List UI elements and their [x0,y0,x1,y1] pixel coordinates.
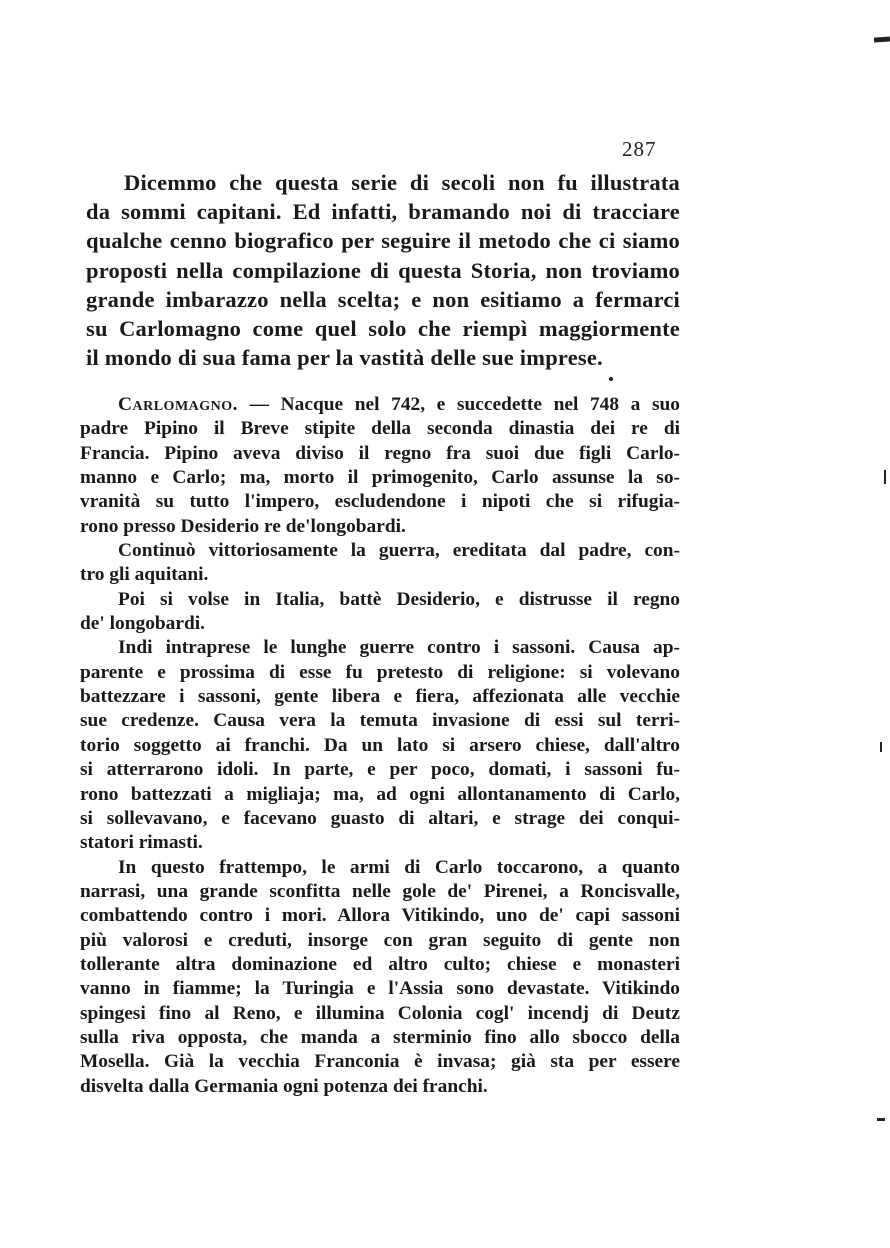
text-line: disvelta dalla Germania ogni potenza dei franchi. [80,1075,488,1097]
text-line: statori rimasti. [80,832,203,854]
text-line: battezzare i sassoni, gente libera e fiera, affezionata alle vecchie [80,686,680,708]
entry-first-line-text: — Nacque nel 742, e succedette nel 748 a suo [249,394,680,415]
scan-mark [609,377,613,381]
entry-first-line [80,393,680,417]
text-line: da sommi capitani. Ed infatti, bramando noi di tracciare [86,199,680,225]
text-line: rono battezzati a migliaja; ma, ad ogni allontanamento di Carlo, [80,783,680,805]
carlomagno-entry [80,393,680,1099]
text-line: Mosella. Già la vecchia Franconia è invasa; già sta per essere [80,1051,680,1073]
text-line: Poi si volse in Italia, battè Desiderio, e distrusse il regno [118,588,680,610]
text-line: torio soggetto ai franchi. Da un lato si arsero chiese, dall'altro [80,734,680,756]
text-line: tro gli aquitani. [80,564,209,586]
scan-mark [884,470,886,484]
text-line: Indi intraprese le lunghe guerre contro i sassoni. Causa ap- [118,637,680,659]
page-number: 287 [622,137,657,161]
entry-heading: Carlomagno. [118,394,239,415]
text-line: rono presso Desiderio re de'longobardi. [80,515,406,537]
text-line: proposti nella compilazione di questa Storia, non troviamo [86,257,680,283]
text-line: manno e Carlo; ma, morto il primogenito, Carlo assunse la so- [80,467,680,489]
text-line: combattendo contro i mori. Allora Vitikindo, uno de' capi sassoni [80,905,680,927]
text-line: su Carlomagno come quel solo che riempì maggiormente [86,315,680,341]
text-line: Continuò vittoriosamente la guerra, ereditata dal padre, con- [118,540,680,562]
text-line: sulla riva opposta, che manda a sterminio fino allo sbocco della [80,1026,680,1048]
text-line: Francia. Pipino aveva diviso il regno fra suoi due figli Carlo- [80,442,680,464]
text-line: Dicemmo che questa serie di secoli non fu illustrata [124,170,680,195]
scan-mark [877,1118,885,1121]
text-line: si atterrarono idoli. In parte, e per poco, domati, i sassoni fu- [80,759,680,781]
text-line: vanno in fiamme; la Turingia e l'Assia sono devastate. Vitikindo [80,978,680,1000]
text-line: il mondo di sua fama per la vastità delle sue imprese. [86,345,603,371]
text-line: spingesi fino al Reno, e illumina Colonia cogl' incendj di Deutz [80,1002,680,1024]
text-line: grande imbarazzo nella scelta; e non esitiamo a fermarci [86,286,680,312]
text-line: tollerante altra dominazione ed altro culto; chiese e monasteri [80,953,680,975]
text-line: vranità su tutto l'impero, escludendone i nipoti che si rifugia- [80,491,680,513]
text-line: sue credenze. Causa vera la temuta invasione di essi sul terri- [80,710,680,732]
scan-mark [880,742,882,752]
text-line: qualche cenno biografico per seguire il metodo che ci siamo [86,228,680,254]
text-line: narrasi, una grande sconfitta nelle gole de' Pirenei, a Roncisvalle, [80,880,680,902]
scan-mark [874,36,890,42]
intro-paragraph [86,168,680,372]
text-line: In questo frattempo, le armi di Carlo toccarono, a quanto [118,856,680,878]
text-line: più valorosi e creduti, insorge con gran seguito di gente non [80,929,680,951]
text-line: de' longobardi. [80,613,205,635]
text-line: parente e prossima di esse fu pretesto di religione: si volevano [80,661,680,683]
text-line: si sollevavano, e facevano guasto di altari, e strage dei conqui- [80,807,680,829]
text-line: padre Pipino il Breve stipite della seconda dinastia dei re di [80,418,680,440]
